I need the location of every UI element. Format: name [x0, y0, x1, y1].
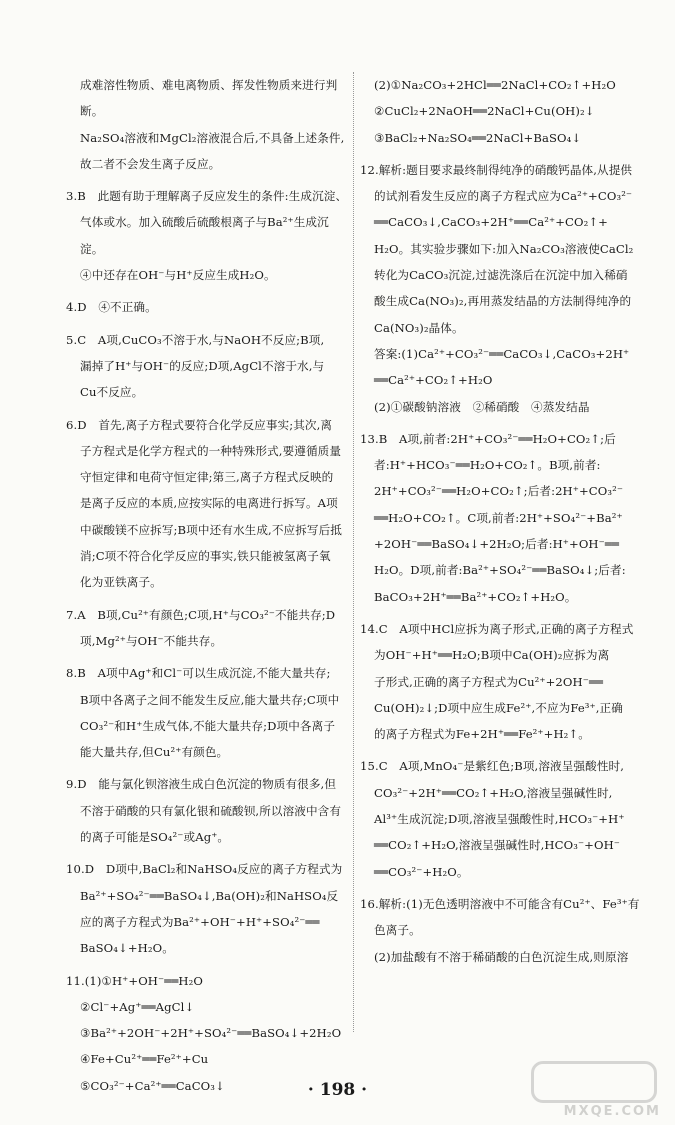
page-number: · 198 · [307, 1080, 368, 1100]
text-line: 成难溶性物质、难电离物质、挥发性物质来进行判断。 [80, 78, 338, 119]
text-line: ②CuCl₂+2NaOH══2NaCl+Cu(OH)₂↓ [374, 104, 595, 119]
text-line: +2OH⁻══BaSO₄↓+2H₂O;后者:H⁺+OH⁻══ [374, 537, 620, 552]
text-line: (2)①碳酸钠溶液 ②稀硝酸 ④蒸发结晶 [374, 399, 590, 414]
text-line: ②Cl⁻+Ag⁺══AgCl↓ [80, 999, 195, 1014]
text-line: Ba²⁺+SO₄²⁻══BaSO₄↓,Ba(OH)₂和NaHSO₄反 [80, 888, 339, 903]
text-line: 不溶于硝酸的只有氯化银和硫酸钡,所以溶液中含有 [80, 803, 342, 818]
left-column [66, 72, 348, 1099]
text-line: 为OH⁻+H⁺══H₂O;B项中Ca(OH)₂应拆为离 [374, 648, 610, 663]
text-line: 7.A B项,Cu²⁺有颜色;C项,H⁺与CO₃²⁻不能共存;D [66, 607, 336, 622]
text-line: 守恒定律和电荷守恒定律;第三,离子方程式反映的 [80, 470, 334, 485]
text-line: ══CO₂↑+H₂O,溶液呈强碱性时,HCO₃⁻+OH⁻ [374, 838, 621, 853]
text-line: 13.B A项,前者:2H⁺+CO₃²⁻══H₂O+CO₂↑;后 [360, 431, 616, 446]
text-line: ══H₂O+CO₂↑。C项,前者:2H⁺+SO₄²⁻+Ba²⁺ [374, 510, 623, 525]
watermark-text: MXQE.COM [563, 1104, 661, 1119]
text-line: B项中各离子之间不能发生反应,能大量共存;C项中 [80, 692, 340, 707]
text-line: 4.D ④不正确。 [66, 300, 157, 315]
text-line: 10.D D项中,BaCl₂和NaHSO₄反应的离子方程式为 [66, 862, 343, 877]
watermark-logo [511, 1061, 661, 1119]
right-column [360, 72, 660, 970]
text-line: ══Ca²⁺+CO₂↑+H₂O [374, 373, 493, 388]
text-line: 应的离子方程式为Ba²⁺+OH⁻+H⁺+SO₄²⁻══ [80, 914, 320, 929]
watermark-badge-icon [531, 1061, 657, 1103]
text-line: Ca(NO₃)₂晶体。 [374, 320, 464, 335]
text-line: 15.C A项,MnO₄⁻是紫红色;B项,溶液呈强酸性时, [360, 759, 624, 774]
text-line: 答案:(1)Ca²⁺+CO₃²⁻══CaCO₃↓,CaCO₃+2H⁺ [374, 346, 630, 361]
text-line: 16.解析:(1)无色透明溶液中不可能含有Cu²⁺、Fe³⁺有 [360, 896, 640, 911]
text-line: CO₃²⁻和H⁺生成气体,不能大量共存;D项中各离子 [80, 718, 336, 733]
text-line: 子方程式是化学方程式的一种特殊形式,要遵循质量 [80, 443, 342, 458]
text-line: 中碳酸镁不应拆写;B项中还有水生成,不应拆写后抵 [80, 522, 342, 537]
text-line: (2)加盐酸有不溶于稀硝酸的白色沉淀生成,则原溶 [374, 949, 629, 964]
text-line: 14.C A项中HCl应拆为离子形式,正确的离子方程式 [360, 621, 634, 636]
text-line: 色离子。 [374, 923, 421, 938]
text-line: 9.D 能与氯化钡溶液生成白色沉淀的物质有很多,但 [66, 777, 337, 792]
text-line: ══CaCO₃↓,CaCO₃+2H⁺══Ca²⁺+CO₂↑+ [374, 215, 608, 230]
text-line: Al³⁺生成沉淀;D项,溶液呈强酸性时,HCO₃⁻+H⁺ [374, 812, 625, 827]
text-line: 是离子反应的本质,应按实际的电离进行拆写。A项 [80, 496, 338, 511]
text-line: 6.D 首先,离子方程式要符合化学反应事实;其次,离 [66, 417, 333, 432]
text-line: CO₃²⁻+2H⁺══CO₂↑+H₂O,溶液呈强碱性时, [374, 785, 613, 800]
text-line: Na₂SO₄溶液和MgCl₂溶液混合后,不具备上述条件, [80, 130, 345, 145]
text-line: 8.B A项中Ag⁺和Cl⁻可以生成沉淀,不能大量共存; [66, 666, 331, 681]
text-line: 项,Mg²⁺与OH⁻不能共存。 [80, 633, 223, 648]
text-line: 的试剂看发生反应的离子方程式应为Ca²⁺+CO₃²⁻ [374, 189, 633, 204]
text-line: ③BaCl₂+Na₂SO₄══2NaCl+BaSO₄↓ [374, 130, 582, 145]
text-line: 漏掉了H⁺与OH⁻的反应;D项,AgCl不溶于水,与 [80, 358, 325, 373]
text-line: Cu不反应。 [80, 385, 144, 400]
text-line: 故二者不会发生离子反应。 [80, 156, 221, 171]
text-line: ══CO₃²⁻+H₂O。 [374, 864, 469, 879]
text-line: 的离子方程式为Fe+2H⁺══Fe²⁺+H₂↑。 [374, 727, 590, 742]
text-line: 2H⁺+CO₃²⁻══H₂O+CO₂↑;后者:2H⁺+CO₃²⁻ [374, 484, 624, 499]
text-line: 者:H⁺+HCO₃⁻══H₂O+CO₂↑。B项,前者: [374, 458, 601, 473]
text-line: 能大量共存,但Cu²⁺有颜色。 [80, 745, 229, 760]
column-divider [353, 72, 354, 1032]
text-line: BaSO₄↓+H₂O。 [80, 941, 174, 956]
text-line: ⑤CO₃²⁻+Ca²⁺══CaCO₃↓ [80, 1078, 225, 1093]
text-line: BaCO₃+2H⁺══Ba²⁺+CO₂↑+H₂O。 [374, 589, 577, 604]
text-line: 3.B 此题有助于理解离子反应发生的条件:生成沉淀、 [66, 189, 348, 204]
text-line: 12.解析:题目要求最终制得纯净的硝酸钙晶体,从提供 [360, 162, 633, 177]
text-line: 气体或水。加入硫酸后硫酸根离子与Ba²⁺生成沉淀。 [80, 215, 329, 256]
text-line: H₂O。D项,前者:Ba²⁺+SO₄²⁻══BaSO₄↓;后者: [374, 563, 626, 578]
text-line: 转化为CaCO₃沉淀,过滤洗涤后在沉淀中加入稀硝 [374, 268, 628, 283]
text-line: (2)①Na₂CO₃+2HCl══2NaCl+CO₂↑+H₂O [374, 78, 616, 92]
text-line: 的离子可能是SO₄²⁻或Ag⁺。 [80, 830, 230, 845]
text-line: 子形式,正确的离子方程式为Cu²⁺+2OH⁻══ [374, 674, 604, 689]
text-line: ④中还存在OH⁻与H⁺反应生成H₂O。 [80, 268, 276, 283]
text-line: 消;C项不符合化学反应的事实,铁只能被氢离子氧 [80, 549, 331, 564]
text-line: H₂O。其实验步骤如下:加入Na₂CO₃溶液使CaCl₂ [374, 241, 634, 256]
text-line: Cu(OH)₂↓;D项中应生成Fe²⁺,不应为Fe³⁺,正确 [374, 700, 623, 715]
text-line: 酸生成Ca(NO₃)₂,再用蒸发结晶的方法制得纯净的 [374, 294, 632, 309]
text-line: ③Ba²⁺+2OH⁻+2H⁺+SO₄²⁻══BaSO₄↓+2H₂O [80, 1026, 342, 1041]
text-line: 5.C A项,CuCO₃不溶于水,与NaOH不反应;B项, [66, 332, 325, 347]
text-line: 11.(1)①H⁺+OH⁻══H₂O [66, 973, 203, 988]
text-line: ④Fe+Cu²⁺══Fe²⁺+Cu [80, 1052, 209, 1067]
text-line: 化为亚铁离子。 [80, 575, 162, 590]
